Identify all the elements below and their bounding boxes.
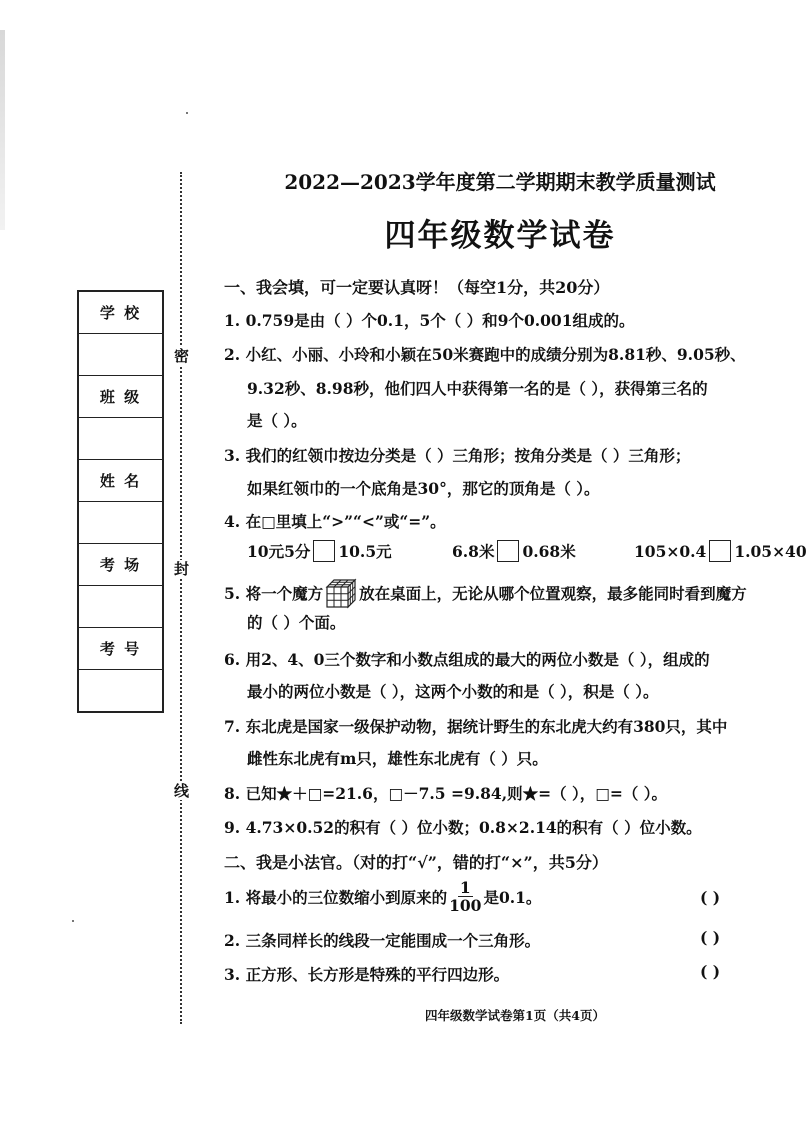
question-1: 1. 0.759是由（ ）个0.1，5个（ ）和9个0.001组成的。 bbox=[224, 311, 635, 330]
binding-char-feng: 封 bbox=[174, 560, 190, 578]
comparison-2-left: 6.8米 bbox=[452, 542, 495, 561]
judge-answer-3[interactable]: ( ) bbox=[700, 962, 721, 981]
question-9: 9. 4.73×0.52的积有（ ）位小数；0.8×2.14的积有（ ）位小数。 bbox=[224, 818, 702, 837]
judge-question-1-before: 1. 将最小的三位数缩小到原来的 bbox=[224, 887, 448, 907]
fraction-denominator: 100 bbox=[449, 896, 482, 915]
question-6: 6. 用2、4、0三个数字和小数点组成的最大的两位小数是（ ），组成的 bbox=[224, 650, 710, 669]
binding-char-mi: 密 bbox=[174, 347, 190, 365]
question-5-before: 5. 将一个魔方 bbox=[224, 584, 324, 603]
question-5-after: 放在桌面上，无论从哪个位置观察，最多能同时看到魔方 bbox=[359, 584, 747, 603]
judge-question-1 bbox=[224, 879, 541, 914]
question-3: 3. 我们的红领巾按边分类是（ ）三角形；按角分类是（ ）三角形； bbox=[224, 446, 691, 465]
section2-header: 二、我是小法官。（对的打“√”，错的打“×”，共5分） bbox=[224, 853, 608, 872]
question-2-line3: 是（ ）。 bbox=[247, 411, 307, 430]
comparison-1-left: 10元5分 bbox=[247, 542, 311, 561]
fraction-numerator: 1 bbox=[459, 878, 471, 897]
exam-room-field[interactable] bbox=[78, 586, 163, 628]
exam-subtitle: 四年级数学试卷 bbox=[384, 218, 616, 254]
question-5-line2: 的（ ）个面。 bbox=[247, 613, 346, 632]
section1-header: 一、我会填，可一定要认真呀！（每空1分，共20分） bbox=[224, 278, 610, 297]
question-6-line2: 最小的两位小数是（ ），这两个小数的和是（ ），积是（ ）。 bbox=[247, 682, 659, 701]
question-7-line2: 雌性东北虎有m只，雄性东北虎有（ ）只。 bbox=[247, 749, 548, 768]
comparison-3-right: 1.05×40 bbox=[734, 541, 807, 561]
comparison-3 bbox=[634, 540, 807, 562]
exam-room-label: 考 场 bbox=[78, 544, 163, 586]
class-field[interactable] bbox=[78, 418, 163, 460]
exam-title: 2022—2023学年度第二学期期末教学质量测试 bbox=[284, 170, 716, 194]
class-label: 班 级 bbox=[78, 376, 163, 418]
scan-speck bbox=[72, 920, 74, 922]
comparison-2-right: 0.68米 bbox=[522, 542, 576, 561]
question-2: 2. 小红、小丽、小玲和小颖在50米赛跑中的成绩分别为8.81秒、9.05秒、 bbox=[224, 345, 746, 364]
fraction-one-hundredth bbox=[449, 879, 481, 914]
judge-question-2: 2. 三条同样长的线段一定能围成一个三角形。 bbox=[224, 931, 541, 950]
binding-line bbox=[180, 172, 182, 1024]
rubiks-cube-icon bbox=[325, 578, 357, 612]
comparison-1-answer-box[interactable] bbox=[313, 540, 335, 562]
student-info-table bbox=[77, 290, 164, 713]
comparison-2 bbox=[452, 540, 576, 562]
school-field[interactable] bbox=[78, 334, 163, 376]
judge-answer-1[interactable]: ( ) bbox=[700, 888, 721, 907]
exam-number-field[interactable] bbox=[78, 670, 163, 713]
comparison-3-answer-box[interactable] bbox=[709, 540, 731, 562]
question-3-line2: 如果红领巾的一个底角是30°，那它的顶角是（ ）。 bbox=[247, 479, 600, 498]
comparison-2-answer-box[interactable] bbox=[497, 540, 519, 562]
judge-question-3: 3. 正方形、长方形是特殊的平行四边形。 bbox=[224, 965, 510, 984]
page-footer: 四年级数学试卷第1页（共4页） bbox=[425, 1008, 605, 1023]
question-5 bbox=[224, 578, 747, 612]
school-label: 学 校 bbox=[78, 291, 163, 334]
exam-number-label: 考 号 bbox=[78, 628, 163, 670]
binding-char-xian: 线 bbox=[174, 782, 190, 800]
scan-speck bbox=[186, 112, 188, 114]
question-8: 8. 已知★＋□=21.6，□－7.5 =9.84,则★=（ ），□=（ ）。 bbox=[224, 784, 668, 803]
comparison-1-right: 10.5元 bbox=[338, 542, 392, 561]
question-7: 7. 东北虎是国家一级保护动物，据统计野生的东北虎大约有380只，其中 bbox=[224, 717, 728, 736]
scan-edge bbox=[0, 30, 5, 230]
name-label: 姓 名 bbox=[78, 460, 163, 502]
name-field[interactable] bbox=[78, 502, 163, 544]
comparison-1 bbox=[247, 540, 392, 562]
judge-answer-2[interactable]: ( ) bbox=[700, 928, 721, 947]
judge-question-1-after: 是0.1。 bbox=[483, 887, 542, 907]
question-2-line2: 9.32秒、8.98秒，他们四人中获得第一名的是（ ），获得第三名的 bbox=[247, 379, 708, 398]
question-4: 4. 在□里填上“>”“<”或“=”。 bbox=[224, 512, 446, 531]
comparison-3-left: 105×0.4 bbox=[634, 541, 707, 561]
